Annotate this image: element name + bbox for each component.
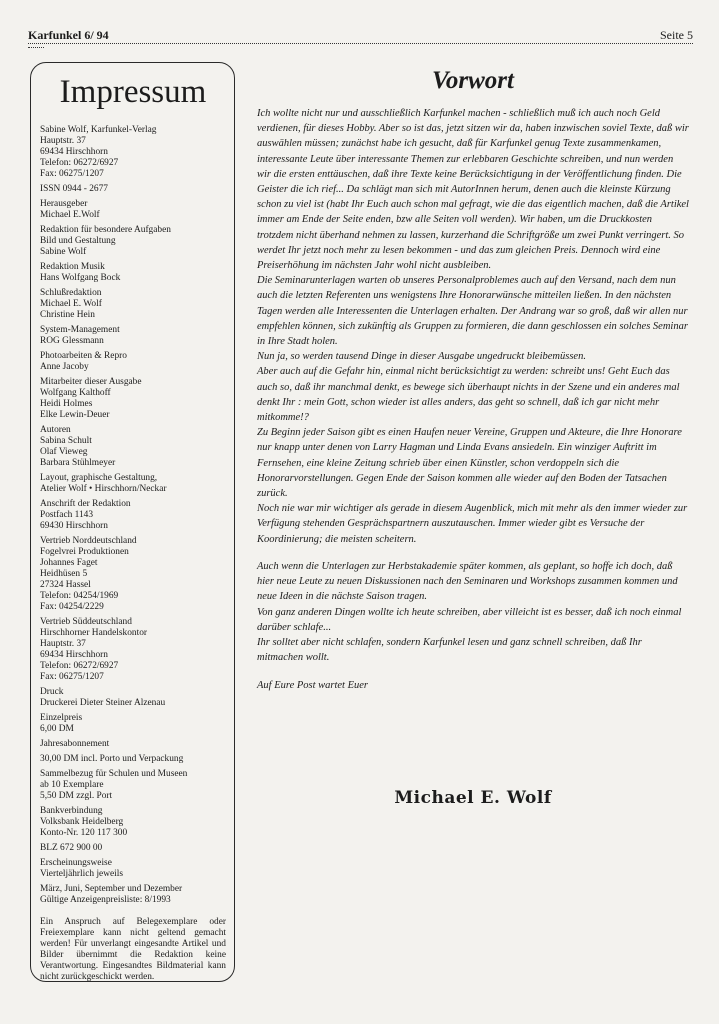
author-signature: Michael E. Wolf — [394, 788, 552, 808]
impressum-line: Vertrieb Norddeutschland — [40, 536, 137, 546]
impressum-line: Fax: 06275/1207 — [40, 169, 104, 179]
impressum-line: Druckerei Dieter Steiner Alzenau — [40, 698, 166, 708]
impressum-line: 6,00 DM — [40, 724, 74, 734]
vorwort-paragraph: Ihr solltet aber nicht schlafen, sondern Karfunkel lesen und ganz schnell schreiben, daß Ihr mitmachen wollt. — [257, 636, 642, 664]
vorwort-paragraph: Von ganz anderen Dingen wollte ich heute schreiben, aber villeicht ist es besser, daß ich noch einmal darüber schlafe... — [257, 606, 682, 633]
impressum-line: Elke Lewin-Deuer — [40, 410, 110, 420]
impressum-line: 27324 Hassel — [40, 580, 91, 590]
page-header — [28, 28, 693, 50]
vorwort-paragraph: Noch nie war mir wichtiger als gerade in diesem Augenblick, mich mit mehr als den immer wieder zur Verfügung stehenden Gesprächspartnern auszutauschen. Immer wieder gibt es Versuche der Koordinierung; die meisten scheitern. — [257, 503, 688, 545]
impressum-title: Impressum — [59, 74, 207, 110]
impressum-line: Anschrift der Redaktion — [40, 499, 131, 509]
impressum-line: Vertrieb Süddeutschland — [40, 617, 132, 627]
impressum-line: Bankverbindung — [40, 806, 103, 816]
impressum-line: Heidhüsen 5 — [40, 569, 88, 579]
vorwort-body — [257, 106, 689, 665]
impressum-line: Michael E. Wolf — [40, 299, 102, 309]
impressum-disclaimer: Ein Anspruch auf Belegexemplare oder Freiexemplare kann nicht geltend gemacht werden! Für unverlangt eingesandte Artikel und Bilder übernimmt die Redaktion keine Verantwortung. Eingesandtes Bildmaterial kann nicht zurückgeschickt werden. — [40, 917, 226, 982]
impressum-line: Gültige Anzeigenpreisliste: 8/1993 — [40, 895, 171, 905]
impressum-line: Redaktion für besondere Aufgaben — [40, 225, 171, 235]
impressum-line: Wolfgang Kalthoff — [40, 388, 111, 398]
impressum-line: Herausgeber — [40, 199, 88, 209]
header-divider-short — [28, 47, 44, 48]
impressum-line: Hans Wolfgang Bock — [40, 273, 121, 283]
impressum-line: 69434 Hirschhorn — [40, 650, 108, 660]
impressum-line: Sabine Wolf, Karfunkel-Verlag — [40, 125, 157, 135]
vorwort-paragraph: Auch wenn die Unterlagen zur Herbstakademie später kommen, als geplant, so hoffe ich doch, daß hier neue Leute zu neuen Diskussionen nach den Seminaren und Workshops zusammen kommen und neue Ideen in die nächste Saison tragen. — [257, 560, 678, 603]
impressum-line: März, Juni, September und Dezember — [40, 884, 183, 894]
vorwort-article — [257, 66, 689, 693]
impressum-line: ROG Glessmann — [40, 336, 104, 346]
impressum-line: Postfach 1143 — [40, 510, 94, 520]
impressum-line: Hauptstr. 37 — [40, 136, 86, 146]
impressum-line: Fogelvrei Produktionen — [40, 547, 129, 557]
impressum-line: Einzelpreis — [40, 713, 83, 723]
impressum-line: Christine Hein — [40, 310, 95, 320]
impressum-line: Sabine Wolf — [40, 247, 87, 257]
impressum-line: Volksbank Heidelberg — [40, 817, 124, 827]
impressum-box — [30, 62, 235, 982]
impressum-line: Vierteljährlich jeweils — [40, 869, 123, 879]
impressum-line: ab 10 Exemplare — [40, 780, 104, 790]
impressum-line: Hirschhorner Handelskontor — [40, 628, 148, 638]
impressum-line: Olaf Vieweg — [40, 447, 88, 457]
impressum-line: Hauptstr. 37 — [40, 639, 86, 649]
impressum-line: Heidi Holmes — [40, 399, 93, 409]
impressum-line: Sammelbezug für Schulen und Museen — [40, 769, 188, 779]
impressum-line: Autoren — [40, 425, 71, 435]
impressum-line: 30,00 DM incl. Porto und Verpackung — [40, 754, 184, 764]
impressum-line: ISSN 0944 - 2677 — [40, 184, 108, 194]
impressum-line: Druck — [40, 687, 64, 697]
impressum-line: Barbara Stühlmeyer — [40, 458, 116, 468]
impressum-line: Schlußredaktion — [40, 288, 102, 298]
impressum-line: 69434 Hirschhorn — [40, 147, 108, 157]
impressum-line: Redaktion Musik — [40, 262, 105, 272]
impressum-line: Sabina Schult — [40, 436, 92, 446]
impressum-line: Fax: 06275/1207 — [40, 672, 104, 682]
impressum-line: 5,50 DM zzgl. Port — [40, 791, 113, 801]
impressum-line: Bild und Gestaltung — [40, 236, 116, 246]
impressum-lines — [40, 125, 226, 906]
vorwort-paragraph: Nun ja, so werden tausend Dinge in dieser Ausgabe ungedruckt bleibemüssen. — [257, 351, 586, 363]
impressum-line: Fax: 04254/2229 — [40, 602, 104, 612]
impressum-line: System-Management — [40, 325, 120, 335]
impressum-line: Michael E.Wolf — [40, 210, 100, 220]
impressum-line: 69430 Hirschhorn — [40, 521, 108, 531]
impressum-line: Telefon: 06272/6927 — [40, 661, 119, 671]
impressum-line: Erscheinungsweise — [40, 858, 112, 868]
vorwort-paragraph: Ich wollte nicht nur und ausschließlich Karfunkel machen - schließlich muß ich auch noch Geld verdienen, für dieses Hobby. Aber so ist das, jetzt sitzen wir da, haben inzwischen soviel Texte, daß wir auswählen müssen; zunächst habe ich gesucht, daß für Karfunkel genug Texte zusammenkamen, interessante Leute über interessante Themen zur erlebbaren Geschichte schreiben, und nun werden wir die ersten enttäuschen, daß ihre Texte keine Berücksichtigung in der Veröffentlichung finden. Die Geister die ich rief... Da schlägt man sich mit AutorInnen herum, denen auch die kleinste Kürzung schon zu viel ist (habt Ihr Euch auch schon mal gefragt, wie die das eigentlich machen, daß die Artikel immer am Ende der Seite enden, bzw alle Seiten voll werden). Wir haben, um die Druckkosten trotzdem nicht überhand nehmen zu lassen, kurzerhand die Schriftgröße um zwei Punkt verringert. So werdet Ihr jetzt noch mehr zu lesen bekommen - und das zum gleichen Preis. Dennoch wird eine Preiserhöhung im nächsten Jahr wohl nicht ausbleiben. — [257, 108, 689, 272]
vorwort-paragraph: Aber auch auf die Gefahr hin, einmal nicht berücksichtigt zu werden: schreibt uns! Geht Euch das auch so, daß ihr manchmal denkt, es bewege sich überhaupt nichts in der Szene und ein anderes mal denkt Ihr : mein Gott, schon wieder ist alles anders, das geht so schnell, daß ich gar nicht mehr mitkomme!? — [257, 366, 680, 424]
impressum-line: Photoarbeiten & Repro — [40, 351, 127, 361]
vorwort-greeting: Auf Eure Post wartet Euer — [257, 680, 369, 692]
impressum-line: Konto-Nr. 120 117 300 — [40, 828, 128, 838]
impressum-line: Atelier Wolf • Hirschhorn/Neckar — [40, 484, 167, 494]
vorwort-title: Vorwort — [432, 67, 514, 94]
vorwort-paragraph: Zu Beginn jeder Saison gibt es einen Haufen neuer Vereine, Gruppen und Akteure, die Ihre Honorare nur knapp unter denen von Larry Hagman und Linda Evans ansiedeln. Ein winziger Auftritt im Fernsehen, eine kleine Zeitung schrieb über einen Künstler, schon verdoppeln sich die Honorarvorstellungen. Gegen Ende der Saison kommen alle wieder auf den Boden der Tatsachen zurück. — [257, 427, 682, 500]
magazine-issue: Karfunkel 6/ 94 — [28, 28, 109, 42]
impressum-line: Telefon: 06272/6927 — [40, 158, 119, 168]
impressum-line: Anne Jacoby — [40, 362, 89, 372]
page-number: Seite 5 — [660, 28, 693, 42]
impressum-line: BLZ 672 900 00 — [40, 843, 103, 853]
impressum-line: Jahresabonnement — [40, 739, 110, 749]
impressum-line: Mitarbeiter dieser Ausgabe — [40, 377, 142, 387]
vorwort-paragraph: Die Seminarunterlagen warten ob unseres Personalproblemes auch auf den Versand, nach dem nun auch die letzten Referenten uns wenigstens Ihre Honorarwünsche mitteilen ließen. In den nächsten Tagen werden alle Interessenten die Unterlagen erhalten. Der Andrang war so groß, daß wir allen nur empfehlen können, sich zukünftig als Gruppen zu formieren, die dann geschlossen ein solches Seminar in Ihre Stadt holen. — [257, 275, 688, 348]
impressum-line: Johannes Faget — [40, 558, 98, 568]
impressum-line: Telefon: 04254/1969 — [40, 591, 119, 601]
header-divider — [28, 43, 693, 44]
impressum-line: Layout, graphische Gestaltung, — [40, 473, 158, 483]
